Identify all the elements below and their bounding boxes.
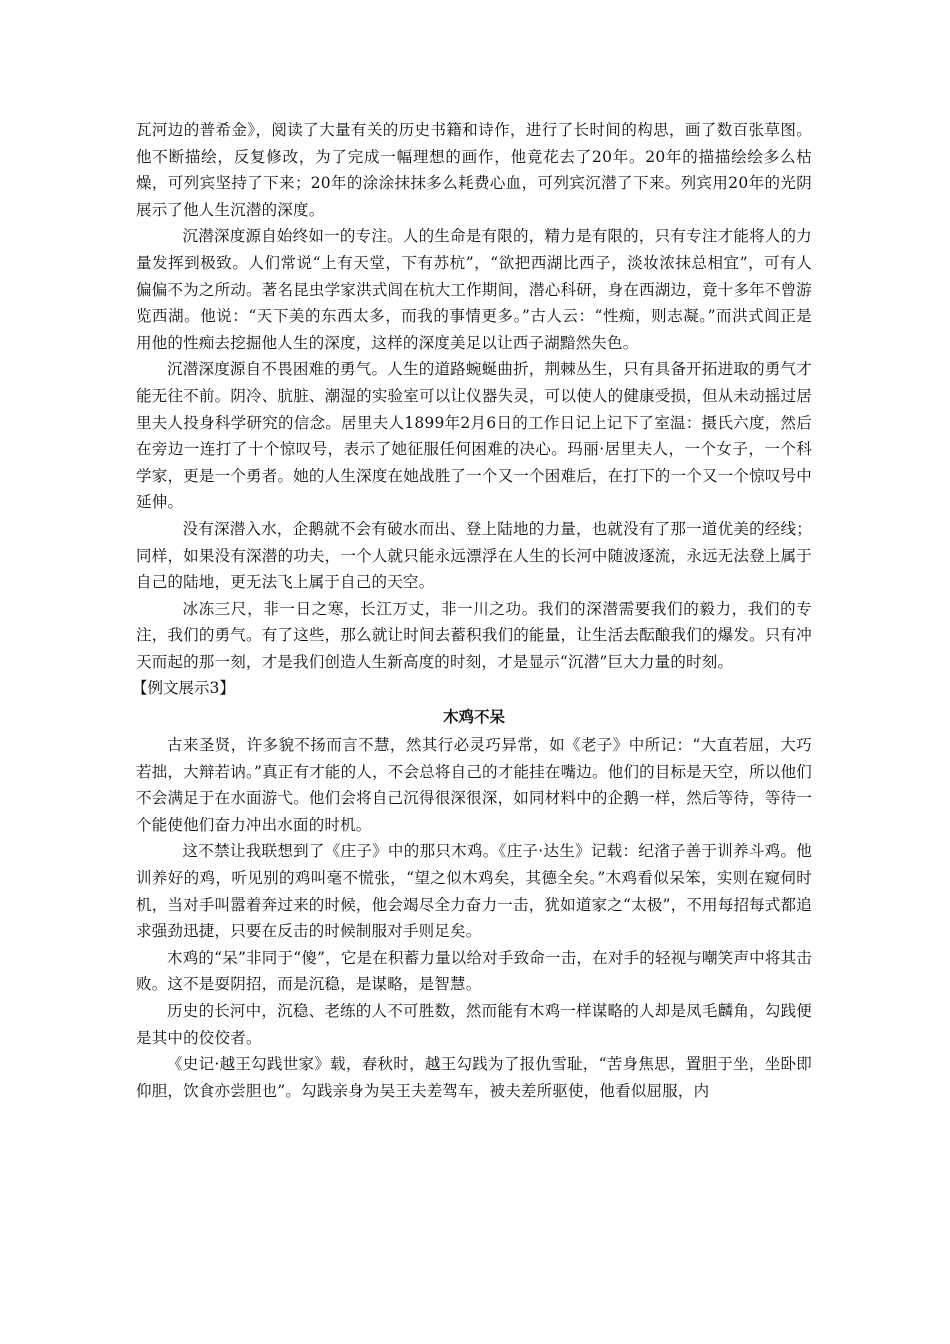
paragraph-history: 历史的长河中，沉稳、老练的人不可胜数，然而能有木鸡一样谋略的人却是凤毛麟角，勾践便是其中的佼佼者。 xyxy=(136,1002,812,1047)
paragraph-courage: 沉潜深度源自不畏困难的勇气。人生的道路蜿蜒曲折，荆棘丛生，只有具备开拓进取的勇气才能无往不前。阴冷、肮脏、潮湿的实验室可以让仪器失灵，可以使人的健康受损，但从未动摇过居里夫人投身科学研究的信念。居里夫人1899年2月6日的工作日记上记下了室温：摄氏六度，然后在旁边一连打了十个惊叹号，表示了她征服任何困难的决心。玛丽·居里夫人，一个女子，一个科学家，更是一个勇者。她的人生深度在她战胜了一个又一个困难后，在打下的一个又一个惊叹号中延伸。 xyxy=(136,360,812,512)
paragraph-conclusion: 冰冻三尺，非一日之寒，长江万丈，非一川之功。我们的深潜需要我们的毅力，我们的专注，我们的勇气。有了这些，那么就让时间去蓄积我们的能量，让生活去酝酿我们的爆发。只有冲天而起的那一刻，才是我们创造人生新高度的时刻，才是显示“沉潜”巨大力量的时刻。 xyxy=(136,599,812,671)
paragraph-focus: 沉潜深度源自始终如一的专注。人的生命是有限的，精力是有限的，只有专注才能将人的力量发挥到极致。人们常说“上有天堂，下有苏杭”，“欲把西湖比西子，淡妆浓抹总相宜”，可有人偏偏不为之所动。著名昆虫学家洪式闾在杭大工作期间，潜心科研，身在西湖边，竟十多年不曾游览西湖。他说：“天下美的东西太多，而我的事情更多。”古人云：“性痴，则志凝。”而洪式闾正是用他的性痴去挖掘他人生的深度，这样的深度美足以让西子湖黯然失色。 xyxy=(136,227,812,352)
paragraph-not-foolish: 木鸡的“呆”非同于“傻”，它是在积蓄力量以给对手致命一击，在对手的轻视与嘲笑声中将其击败。这不是耍阴招，而是沉稳，是谋略，是智慧。 xyxy=(136,948,812,994)
document-page xyxy=(132,117,812,1104)
paragraph-sages: 古来圣贤，许多貌不扬而言不慧，然其行必灵巧异常，如《老子》中所记：“大直若屈，大巧若拙，大辩若讷。”真正有才能的人，不会总将自己的才能挂在嘴边。他们的目标是天空，所以他们不会满足于在水面游弋。他们会将自己沉得很深很深，如同材料中的企鹅一样，然后等待，等待一个能使他们奋力冲出水面的时机。 xyxy=(136,736,812,834)
section-heading: 【例文展示3】 xyxy=(132,679,235,698)
essay-title: 木鸡不呆 xyxy=(442,708,505,727)
paragraph-penguin: 没有深潜入水，企鹅就不会有破水而出、登上陆地的力量，也就没有了那一道优美的经线；同样，如果没有深潜的功夫，一个人就只能永远漂浮在人生的长河中随波逐流，永远无法登上属于自己的陆地，更无法飞上属于自己的天空。 xyxy=(136,519,812,592)
paragraph-wooden-chicken: 这不禁让我联想到了《庄子》中的那只木鸡。《庄子·达生》记载：纪渻子善于训养斗鸡。他训养好的鸡，听见别的鸡叫毫不慌张，“望之似木鸡矣，其德全矣。”木鸡看似呆笨，实则在窥伺时机，当对手叫嚣着奔过来的时候，他会竭尽全力奋力一击，犹如道家之“太极”，不用每招每式都追求强劲迅捷，只要在反击的时候制服对手则足矣。 xyxy=(136,842,812,941)
paragraph-goujian: 《史记·越王勾践世家》载，春秋时，越王勾践为了报仇雪耻，“苦身焦思，置胆于坐，坐卧即仰胆，饮食亦尝胆也”。勾践亲身为吴王夫差驾车，被夫差所驱使，他看似屈服，内 xyxy=(136,1055,812,1100)
paragraph-repin: 瓦河边的普希金》，阅读了大量有关的历史书籍和诗作，进行了长时间的构思，画了数百张草图。他不断描绘，反复修改，为了完成一幅理想的画作，他竟花去了20年。20年的描描绘绘多么枯燥，可列宾坚持了下来；20年的涂涂抹抹多么耗费心血，可列宾沉潜了下来。列宾用20年的光阴展示了他人生沉潜的深度。 xyxy=(136,121,812,219)
